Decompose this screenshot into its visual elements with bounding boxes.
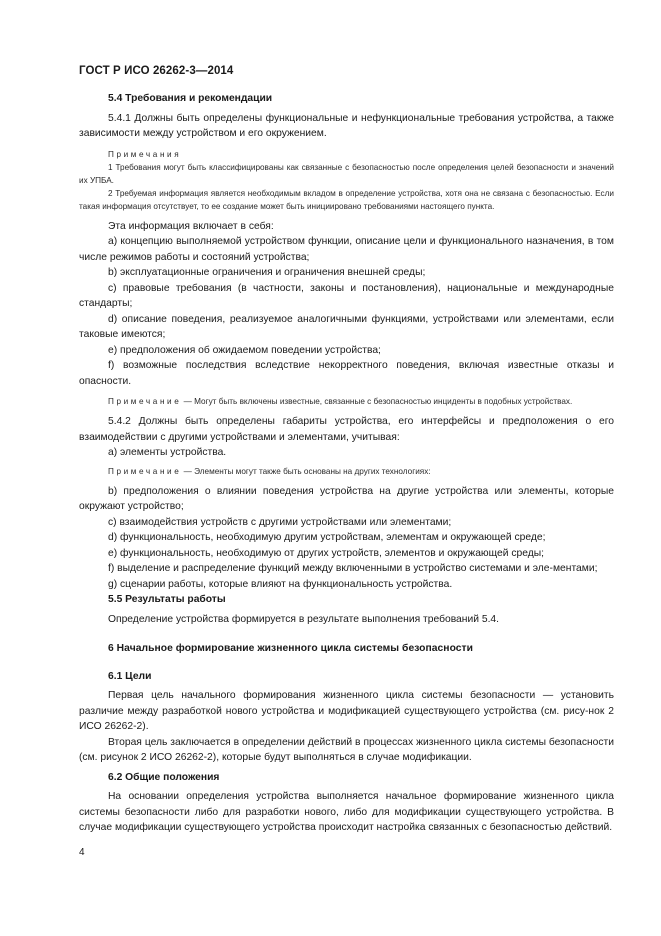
notes-label xyxy=(79,148,614,161)
note-4 xyxy=(79,465,614,478)
paragraph-5-4-1: 5.4.1 Должны быть определены функциональные и нефункциональные требования устройства, а также зависимости между устройством и его окружением. xyxy=(79,112,614,139)
note-3-text: — Могут быть включены известные, связанные с безопасностью инциденты в подобных устройствах. xyxy=(181,397,573,406)
list-item-c: c) правовые требования (в частности, законы и постановления), национальные и международные стандарты; xyxy=(79,282,614,309)
document-body xyxy=(79,91,614,836)
section-5-4-heading: 5.4 Требования и рекомендации xyxy=(108,93,273,104)
list-item-e: e) предположения об ожидаемом поведении устройства; xyxy=(108,344,381,356)
list-item-a: а) концепцию выполняемой устройством функции, описание цели и функционального назначения, в том числе режимов работы и состояний устройства; xyxy=(79,236,614,263)
list-item-f: f) возможные последствия вследствие некорректного поведения, включая известные отказы и опасности. xyxy=(79,360,614,387)
section-6-1-p1: Первая цель начального формирования жизненного цикла системы безопасности — установить различие между разработкой нового устройства и модификацией существующего устройства (см. рису-нок 2 ИСО 26262-2). xyxy=(79,690,614,732)
info-intro: Эта информация включает в себя: xyxy=(108,220,274,232)
note-4-text: — Элементы могут также быть основаны на других технологиях: xyxy=(181,466,431,476)
standard-header: ГОСТ Р ИСО 26262-3—2014 xyxy=(79,65,234,77)
list-item-d: d) описание поведения, реализуемое аналогичными функциями, устройствами или элементами, если таковые имеются; xyxy=(79,313,614,340)
section-6-1-heading: 6.1 Цели xyxy=(108,670,152,682)
list2-item-a: а) элементы устройства. xyxy=(108,447,227,458)
list2-item-e: e) функциональность, необходимую от других устройств, элементов и окружающей среды; xyxy=(108,547,544,559)
list2-item-g: g) сценарии работы, которые влияют на функциональность устройства. xyxy=(108,578,453,590)
list2-item-f: f) выделение и распределение функций между включенными в устройство системами и эле-ментами; xyxy=(108,563,598,574)
section-6-2-heading: 6.2 Общие положения xyxy=(108,771,220,783)
notes-label-text: Примечания xyxy=(108,149,182,159)
section-5-5-heading: 5.5 Результаты работы xyxy=(108,594,226,605)
note-3 xyxy=(79,395,614,408)
list2-item-d: d) функциональность, необходимую другим устройствам, элементам и окружающей среде; xyxy=(108,532,546,543)
section-5-5-text: Определение устройства формируется в результате выполнения требований 5.4. xyxy=(108,613,500,625)
section-6-1-p2: Вторая цель заключается в определении действий в процессах жизненного цикла системы безопасности (см. рисунок 2 ИСО 26262-2), которые будут выполняться в случае модификации. xyxy=(79,736,614,763)
list-item-b: b) эксплуатационные ограничения и ограничения внешней среды; xyxy=(108,267,426,278)
list2-item-b: b) предположения о влиянии поведения устройства на другие устройства или элементы, которые окружают устройство; xyxy=(79,485,614,512)
paragraph-5-4-2: 5.4.2 Должны быть определены габариты устройства, его интерфейсы и предположения о его взаимодействии с другими устройствами и элементами, учитывая: xyxy=(79,416,614,443)
section-6-2-p1: На основании определения устройства выполняется начальное формирование жизненного цикла системы безопасности либо для разработки нового, либо для модификации существующего устройства. В случае модификации существующего устройства происходит настройка связанных с безопасностью действий. xyxy=(79,791,614,833)
page-number: 4 xyxy=(79,847,85,858)
note-3-label: Примечание xyxy=(108,397,182,406)
note-2: 2 Требуемая информация является необходимым вкладом в определение устройства, хотя она не связана с безопасностью. Если такая информация отсутствует, то ее создание может быть инициировано требованиями настоящего пункта. xyxy=(79,188,614,211)
section-6-heading: 6 Начальное формирование жизненного цикла системы безопасности xyxy=(108,643,474,654)
list2-item-c: c) взаимодействия устройств с другими устройствами или элементами; xyxy=(108,516,452,528)
note-1: 1 Требования могут быть классифицированы как связанные с безопасностью после определения целей безопасности и значений их УПБА. xyxy=(79,162,614,185)
note-4-label: Примечание xyxy=(108,466,182,476)
